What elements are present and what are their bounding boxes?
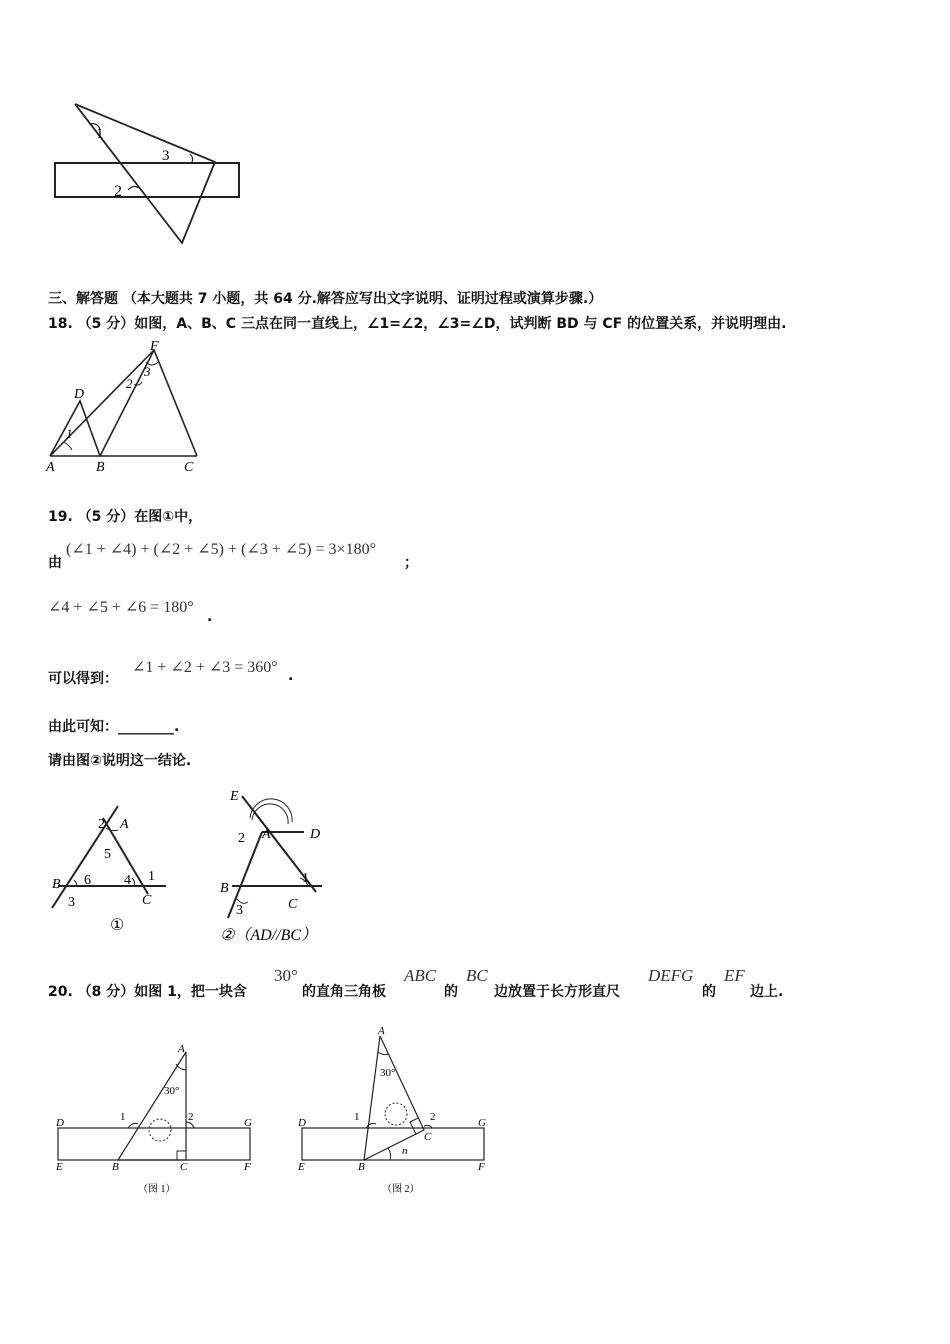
figure-q20-2: [292, 1022, 512, 1202]
q18-label: B: [96, 460, 105, 475]
q20-fig1-label: F: [244, 1161, 251, 1173]
q19-equation-1: (∠1 + ∠4) + (∠2 + ∠5) + (∠3 + ∠5) = 3×180°: [66, 541, 376, 558]
figure-q19-1: [48, 798, 178, 938]
q20-fig1-label: C: [180, 1161, 188, 1173]
q20-fig2-label: E: [298, 1161, 305, 1173]
q19-fig2-label: A: [262, 827, 271, 842]
q20-math-30: 30°: [274, 966, 298, 985]
q19-fig1-label: 1: [148, 869, 155, 884]
fig-top-label: 2: [114, 183, 122, 200]
q19-fig1-label: A: [120, 817, 129, 832]
q20-fig2-label: 2: [430, 1111, 436, 1123]
q20-fig2-caption: （图 2）: [382, 1184, 420, 1195]
q20-fig2-label: F: [478, 1161, 485, 1173]
q19-fig2-label: C: [288, 897, 298, 912]
q20-fig1-label: D: [56, 1117, 64, 1129]
q19-prefix: 由: [48, 555, 62, 571]
figure-q19-2: [216, 782, 376, 952]
q19-equation-2: ∠4 + ∠5 + ∠6 = 180°: [48, 599, 194, 616]
q19-sep: .: [207, 609, 213, 625]
q20-math-defg: DEFG: [648, 966, 694, 985]
q20-fig2-label: A: [378, 1025, 385, 1037]
q20-fig1-label: 30°: [164, 1085, 180, 1097]
q20-text: 边上.: [750, 984, 784, 1000]
q19-fig2-label: B: [220, 881, 229, 896]
fig-top-label: 3: [162, 148, 170, 164]
q18-label: 2: [126, 376, 133, 391]
q20-fig2-label: 30°: [380, 1067, 396, 1079]
q20-text: 的: [444, 984, 458, 1000]
q20-text: 的: [702, 984, 716, 1000]
q20-math-abc: ABC: [404, 966, 437, 985]
q18-label: 1: [66, 426, 73, 441]
q20-fig2-label: 1: [354, 1111, 360, 1123]
q18-label: 3: [144, 364, 151, 379]
q20-fig2-label: D: [298, 1117, 306, 1129]
q19-fig1-label: C: [142, 893, 152, 908]
q19-conclusion-blank: 由此可知：________.: [48, 719, 180, 735]
q19-fig1-label: 2: [98, 817, 105, 832]
q20-fig2-label: G: [478, 1117, 486, 1129]
q19-fig1-label: 6: [84, 873, 91, 888]
question-19-title: 19. （5 分）在图①中，: [48, 509, 203, 525]
q19-fig2-caption: ②（AD//BC）: [220, 927, 318, 944]
q20-text: 边放置于长方形直尺: [494, 984, 620, 1000]
q19-fig1-label: 5: [104, 847, 111, 862]
q18-label: C: [184, 460, 194, 475]
figure-top-triangle-ruler: [50, 98, 250, 248]
figure-q20-1: [48, 1036, 268, 1202]
q20-fig1-label: E: [56, 1161, 63, 1173]
figure-q18: [42, 338, 212, 478]
q19-sep: .: [288, 668, 294, 684]
q20-fig1-label: 2: [188, 1111, 194, 1123]
q20-fig1-label: A: [178, 1043, 185, 1055]
q20-fig2-label: n: [402, 1145, 408, 1157]
fig-top-label: 1: [96, 126, 104, 142]
question-20-prefix: 20. （8 分）如图 1，把一块含: [48, 984, 247, 1000]
q19-sep: ；: [404, 555, 418, 571]
q18-label: F: [150, 339, 159, 354]
q19-equation-3: ∠1 + ∠2 + ∠3 = 360°: [132, 659, 278, 676]
q20-fig1-label: G: [244, 1117, 252, 1129]
q19-fig1-label: B: [52, 877, 61, 892]
q20-fig2-label: C: [424, 1131, 432, 1143]
q20-fig1-caption: （图 1）: [138, 1184, 176, 1195]
question-18-text: 18. （5 分）如图，A、B、C 三点在同一直线上，∠1=∠2，∠3=∠D，试判断 BD 与 CF 的位置关系，并说明理由.: [48, 316, 787, 332]
q19-fig1-label: 3: [68, 895, 75, 910]
q20-fig2-label: B: [358, 1161, 365, 1173]
q19-ask: 请由图②说明这一结论.: [48, 753, 192, 769]
q19-fig2-label: 3: [236, 903, 243, 918]
q20-fig1-label: 1: [120, 1111, 126, 1123]
q19-prefix: 可以得到：: [48, 671, 118, 687]
q20-fig1-label: B: [112, 1161, 119, 1173]
q19-fig2-label: D: [310, 827, 321, 842]
q20-text: 的直角三角板: [302, 984, 386, 1000]
q19-fig2-label: 2: [238, 831, 245, 846]
q18-label: A: [46, 460, 55, 475]
q19-fig1-caption: ①: [110, 917, 125, 934]
q19-fig2-label: 1: [302, 871, 309, 886]
q20-math-bc: BC: [466, 966, 488, 985]
q18-label: D: [74, 387, 85, 402]
section-heading: 三、解答题 （本大题共 7 小题，共 64 分.解答应写出文字说明、证明过程或演算步骤.）: [48, 291, 603, 307]
q19-fig2-label: E: [230, 789, 239, 804]
q19-fig1-label: 4: [124, 873, 131, 888]
q20-math-ef: EF: [724, 966, 745, 985]
